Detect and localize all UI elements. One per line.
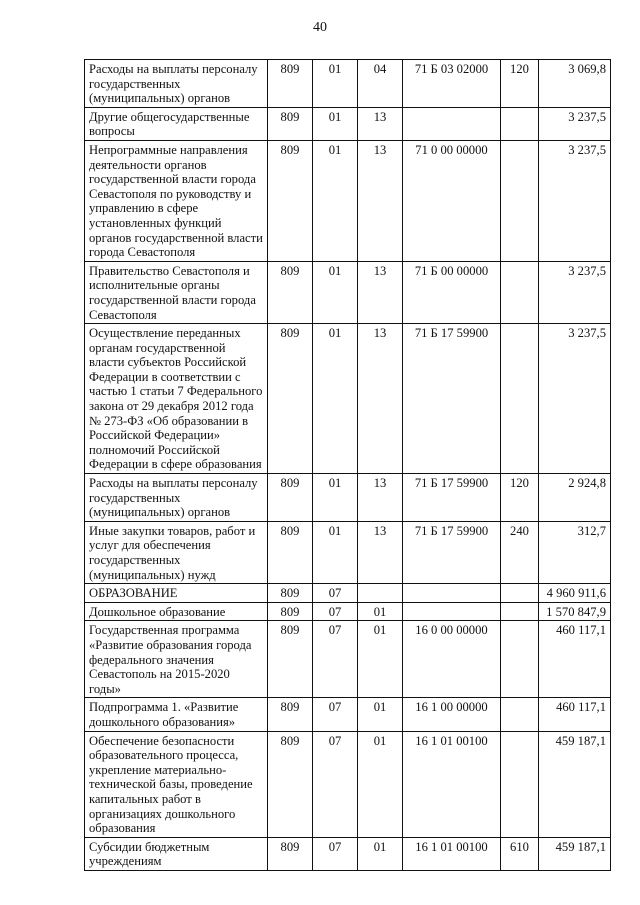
row-vr-cell: 610 bbox=[501, 837, 539, 870]
row-pr-cell: 01 bbox=[358, 837, 403, 870]
row-ved-cell: 809 bbox=[268, 474, 313, 522]
row-ved-cell: 809 bbox=[268, 602, 313, 621]
row-sum-cell: 3 237,5 bbox=[539, 140, 611, 261]
row-name-cell: Осуществление переданных органам государственной власти субъектов Российской Федерации в соответствии с частью 1 статьи 7 Федерального закона от 29 декабря 2012 года № 273-ФЗ «Об образовании в Российской Федерации» полномочий Российской Федерации в сфере образования bbox=[85, 324, 268, 474]
row-rz-cell: 01 bbox=[313, 521, 358, 583]
row-pr-cell: 01 bbox=[358, 731, 403, 837]
row-vr-cell bbox=[501, 584, 539, 603]
row-vr-cell bbox=[501, 140, 539, 261]
row-pr-cell: 01 bbox=[358, 621, 403, 698]
row-name-cell: Расходы на выплаты персоналу государственных (муниципальных) органов bbox=[85, 474, 268, 522]
row-name-cell: Государственная программа «Развитие образования города федерального значения Севастополь на 2015-2020 годы» bbox=[85, 621, 268, 698]
row-csr-cell: 71 Б 00 00000 bbox=[403, 261, 501, 323]
row-vr-cell bbox=[501, 731, 539, 837]
budget-table-body bbox=[85, 60, 611, 871]
table-row bbox=[85, 584, 611, 603]
table-row bbox=[85, 602, 611, 621]
row-name-cell: Правительство Севастополя и исполнительные органы государственной власти города Севастополя bbox=[85, 261, 268, 323]
row-ved-cell: 809 bbox=[268, 140, 313, 261]
row-vr-cell: 240 bbox=[501, 521, 539, 583]
row-vr-cell: 120 bbox=[501, 474, 539, 522]
row-csr-cell: 16 1 01 00100 bbox=[403, 731, 501, 837]
row-rz-cell: 01 bbox=[313, 140, 358, 261]
row-rz-cell: 07 bbox=[313, 602, 358, 621]
row-pr-cell: 13 bbox=[358, 521, 403, 583]
table-row bbox=[85, 60, 611, 108]
row-vr-cell bbox=[501, 324, 539, 474]
row-csr-cell bbox=[403, 584, 501, 603]
row-csr-cell bbox=[403, 107, 501, 140]
row-csr-cell: 71 Б 03 02000 bbox=[403, 60, 501, 108]
row-rz-cell: 01 bbox=[313, 324, 358, 474]
row-sum-cell: 3 237,5 bbox=[539, 261, 611, 323]
page-number: 40 bbox=[313, 20, 327, 35]
row-ved-cell: 809 bbox=[268, 521, 313, 583]
table-row bbox=[85, 474, 611, 522]
row-ved-cell: 809 bbox=[268, 324, 313, 474]
table-row bbox=[85, 261, 611, 323]
row-sum-cell: 4 960 911,6 bbox=[539, 584, 611, 603]
row-pr-cell bbox=[358, 584, 403, 603]
row-sum-cell: 459 187,1 bbox=[539, 837, 611, 870]
row-name-cell: Обеспечение безопасности образовательного процесса, укрепление материально-технической базы, проведение капитальных работ в организациях дошкольного образования bbox=[85, 731, 268, 837]
row-ved-cell: 809 bbox=[268, 837, 313, 870]
row-vr-cell bbox=[501, 261, 539, 323]
row-sum-cell: 2 924,8 bbox=[539, 474, 611, 522]
row-ved-cell: 809 bbox=[268, 261, 313, 323]
row-pr-cell: 01 bbox=[358, 698, 403, 731]
row-sum-cell: 459 187,1 bbox=[539, 731, 611, 837]
row-rz-cell: 01 bbox=[313, 107, 358, 140]
row-csr-cell bbox=[403, 602, 501, 621]
row-pr-cell: 13 bbox=[358, 474, 403, 522]
table-row bbox=[85, 324, 611, 474]
row-rz-cell: 01 bbox=[313, 261, 358, 323]
row-name-cell: Иные закупки товаров, работ и услуг для обеспечения государственных (муниципальных) нужд bbox=[85, 521, 268, 583]
table-row bbox=[85, 521, 611, 583]
table-row bbox=[85, 731, 611, 837]
row-sum-cell: 3 237,5 bbox=[539, 324, 611, 474]
row-rz-cell: 07 bbox=[313, 731, 358, 837]
budget-table bbox=[84, 59, 611, 871]
row-name-cell: ОБРАЗОВАНИЕ bbox=[85, 584, 268, 603]
row-csr-cell: 71 Б 17 59900 bbox=[403, 474, 501, 522]
row-sum-cell: 312,7 bbox=[539, 521, 611, 583]
row-pr-cell: 13 bbox=[358, 140, 403, 261]
row-vr-cell bbox=[501, 602, 539, 621]
row-name-cell: Другие общегосударственные вопросы bbox=[85, 107, 268, 140]
row-vr-cell: 120 bbox=[501, 60, 539, 108]
row-pr-cell: 13 bbox=[358, 107, 403, 140]
table-row bbox=[85, 698, 611, 731]
row-name-cell: Подпрограмма 1. «Развитие дошкольного образования» bbox=[85, 698, 268, 731]
row-rz-cell: 07 bbox=[313, 837, 358, 870]
row-name-cell: Непрограммные направления деятельности органов государственной власти города Севастополя по руководству и управлению в сфере установленных функций органов государственной власти города Севастополя bbox=[85, 140, 268, 261]
row-name-cell: Расходы на выплаты персоналу государственных (муниципальных) органов bbox=[85, 60, 268, 108]
row-rz-cell: 07 bbox=[313, 621, 358, 698]
row-rz-cell: 01 bbox=[313, 474, 358, 522]
row-csr-cell: 16 1 01 00100 bbox=[403, 837, 501, 870]
row-pr-cell: 01 bbox=[358, 602, 403, 621]
row-rz-cell: 07 bbox=[313, 584, 358, 603]
row-name-cell: Субсидии бюджетным учреждениям bbox=[85, 837, 268, 870]
row-rz-cell: 01 bbox=[313, 60, 358, 108]
row-sum-cell: 460 117,1 bbox=[539, 698, 611, 731]
row-name-cell: Дошкольное образование bbox=[85, 602, 268, 621]
row-csr-cell: 71 Б 17 59900 bbox=[403, 324, 501, 474]
row-csr-cell: 16 0 00 00000 bbox=[403, 621, 501, 698]
row-ved-cell: 809 bbox=[268, 698, 313, 731]
table-row bbox=[85, 140, 611, 261]
row-sum-cell: 3 069,8 bbox=[539, 60, 611, 108]
row-csr-cell: 71 Б 17 59900 bbox=[403, 521, 501, 583]
row-pr-cell: 13 bbox=[358, 324, 403, 474]
row-rz-cell: 07 bbox=[313, 698, 358, 731]
row-vr-cell bbox=[501, 621, 539, 698]
row-pr-cell: 13 bbox=[358, 261, 403, 323]
row-ved-cell: 809 bbox=[268, 731, 313, 837]
table-row bbox=[85, 621, 611, 698]
row-vr-cell bbox=[501, 698, 539, 731]
table-row bbox=[85, 837, 611, 870]
row-ved-cell: 809 bbox=[268, 107, 313, 140]
row-csr-cell: 71 0 00 00000 bbox=[403, 140, 501, 261]
row-sum-cell: 460 117,1 bbox=[539, 621, 611, 698]
row-vr-cell bbox=[501, 107, 539, 140]
row-sum-cell: 1 570 847,9 bbox=[539, 602, 611, 621]
row-ved-cell: 809 bbox=[268, 621, 313, 698]
row-ved-cell: 809 bbox=[268, 60, 313, 108]
table-row bbox=[85, 107, 611, 140]
row-sum-cell: 3 237,5 bbox=[539, 107, 611, 140]
row-csr-cell: 16 1 00 00000 bbox=[403, 698, 501, 731]
row-pr-cell: 04 bbox=[358, 60, 403, 108]
row-ved-cell: 809 bbox=[268, 584, 313, 603]
